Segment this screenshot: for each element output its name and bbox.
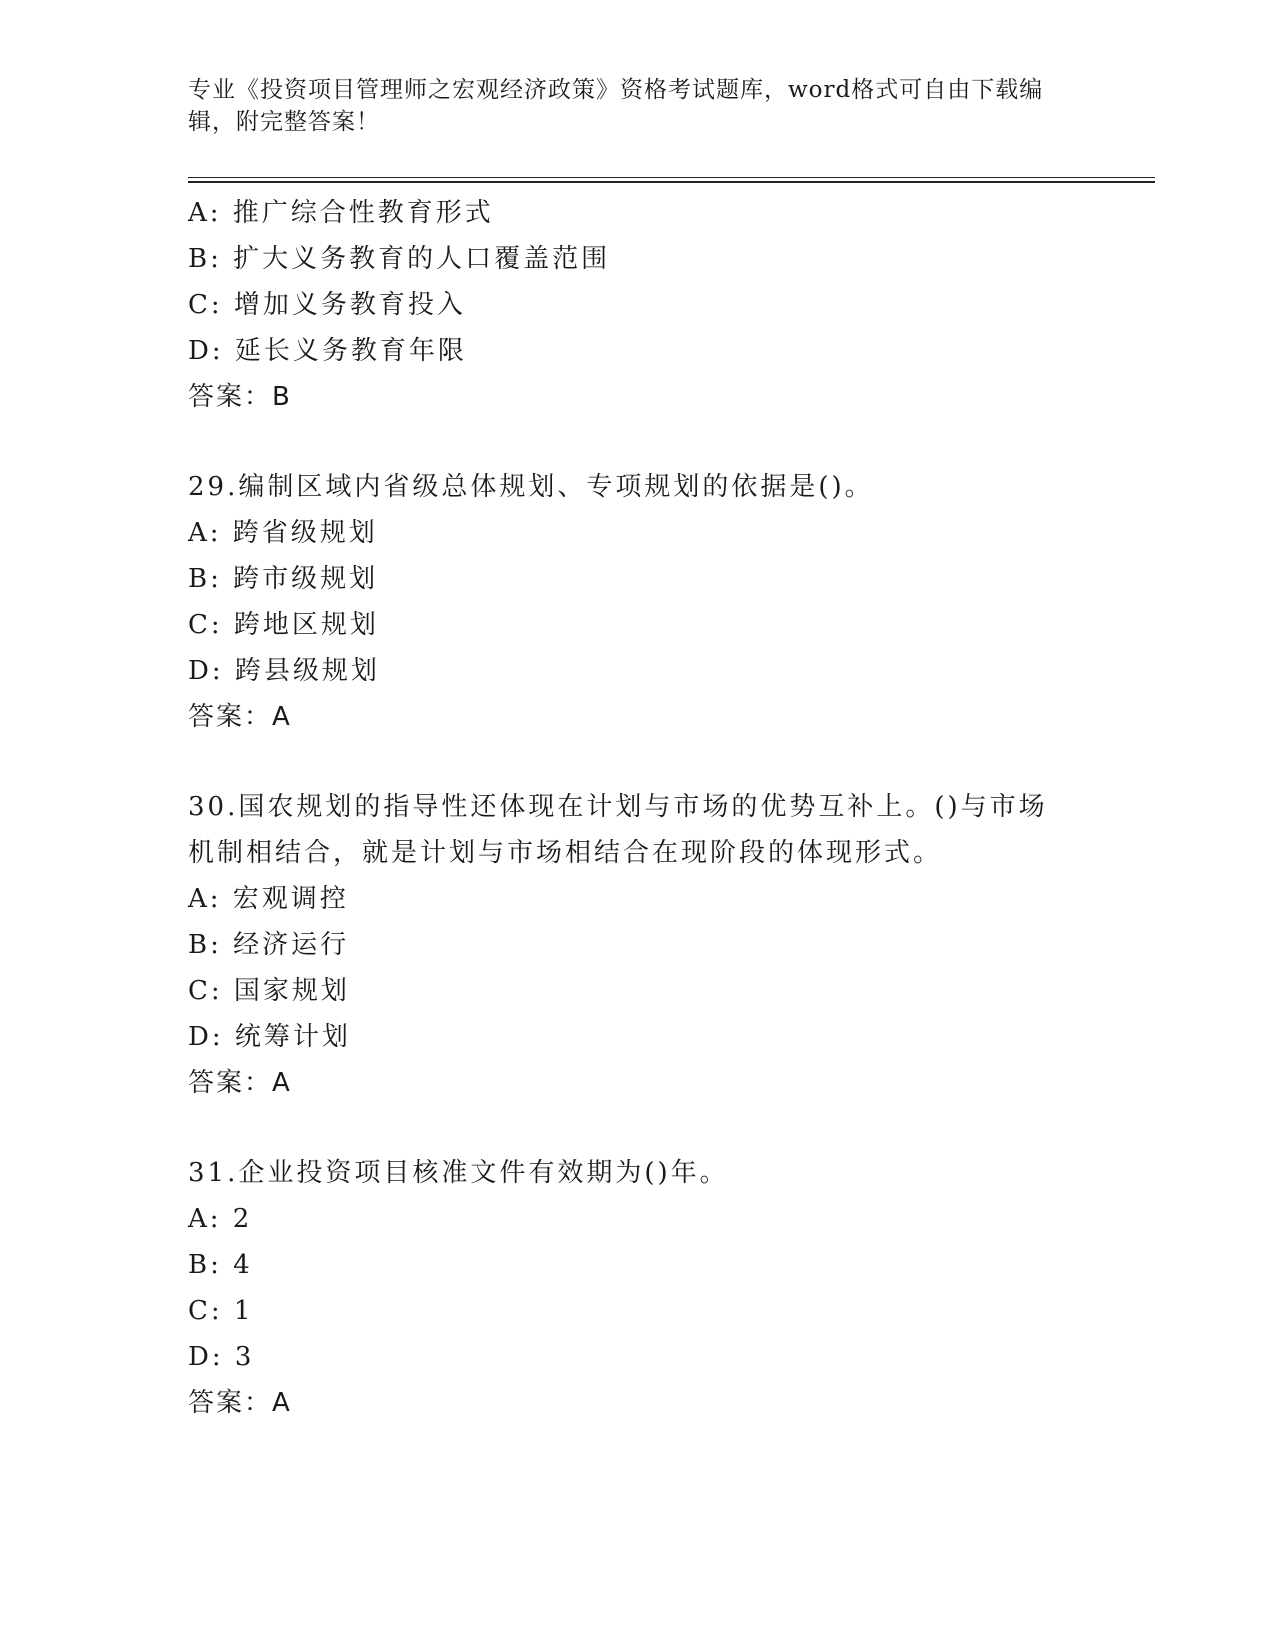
option-a: A: 推广综合性教育形式: [188, 198, 494, 228]
document-body: [188, 190, 1088, 1426]
question-block-28: [188, 190, 1088, 420]
spacer: [188, 740, 1088, 784]
answer: 答案：A: [188, 1388, 292, 1418]
option-b: B: 经济运行: [188, 930, 350, 960]
option-c: C: 1: [188, 1296, 254, 1326]
option-d: D: 统筹计划: [188, 1022, 351, 1052]
question-block-29: [188, 464, 1088, 740]
option-b: B: 4: [188, 1250, 253, 1280]
option-d: D: 跨县级规划: [188, 656, 380, 686]
option-c: C: 国家规划: [188, 976, 350, 1006]
option-b: B: 扩大义务教育的人口覆盖范围: [188, 244, 611, 274]
question-stem: 30.国农规划的指导性还体现在计划与市场的优势互补上。()与市场机制相结合，就是计划与市场相结合在现阶段的体现形式。: [188, 792, 1048, 868]
question-block-30: [188, 784, 1088, 1106]
option-a: A: 宏观调控: [188, 884, 349, 914]
header-rule-thick: [188, 181, 1155, 183]
spacer: [188, 1106, 1088, 1150]
option-d: D: 3: [188, 1342, 255, 1372]
answer: 答案：A: [188, 702, 292, 732]
answer: 答案：B: [188, 382, 292, 412]
option-b: B: 跨市级规划: [188, 564, 379, 594]
option-a: A: 跨省级规划: [188, 518, 378, 548]
option-d: D: 延长义务教育年限: [188, 336, 467, 366]
option-c: C: 跨地区规划: [188, 610, 379, 640]
document-header: 专业《投资项目管理师之宏观经济政策》资格考试题库，word格式可自由下载编辑，附完整答案！: [188, 77, 1044, 135]
option-c: C: 增加义务教育投入: [188, 290, 466, 320]
answer: 答案：A: [188, 1068, 292, 1098]
question-stem: 29.编制区域内省级总体规划、专项规划的依据是()。: [188, 472, 874, 502]
question-stem: 31.企业投资项目核准文件有效期为()年。: [188, 1158, 729, 1188]
question-block-31: [188, 1150, 1088, 1426]
option-a: A: 2: [188, 1204, 253, 1234]
spacer: [188, 420, 1088, 464]
header-rule-thin: [188, 177, 1155, 178]
